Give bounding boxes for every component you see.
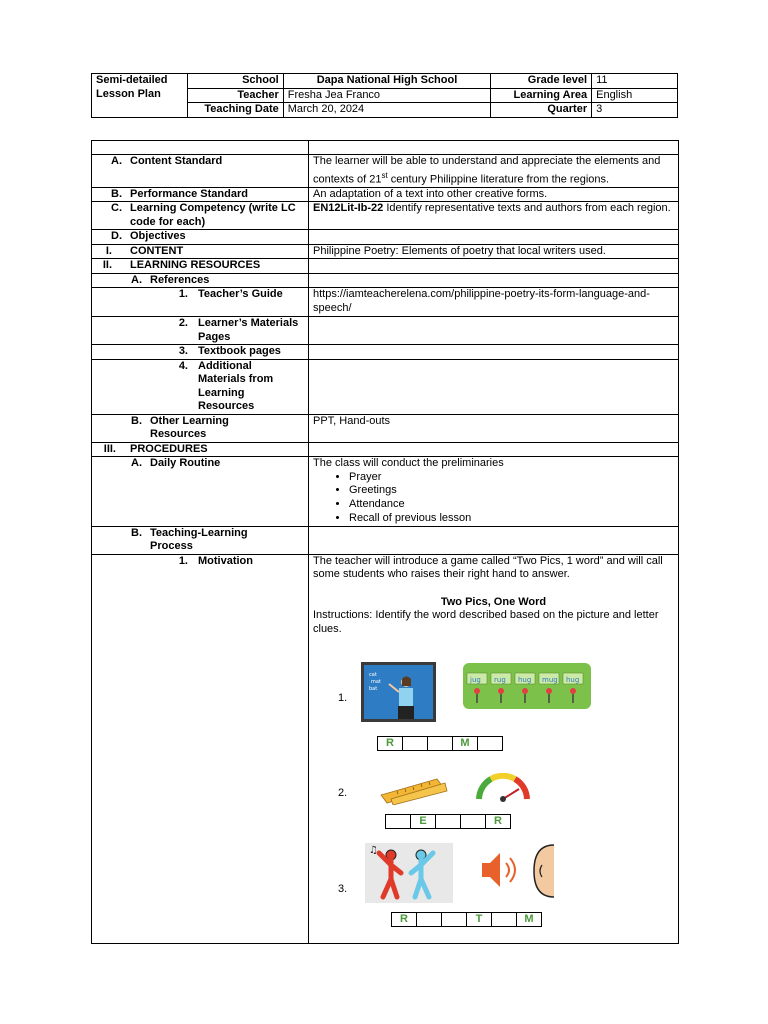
table-row: A. Content Standard The learner will be able to understand and appreciate the elements and contexts of 21st century Philippine literature from the regions. xyxy=(92,155,679,188)
list-item: • Recall of previous lesson xyxy=(349,512,674,526)
pic-word: hug xyxy=(518,675,532,684)
pic-word: mug xyxy=(542,675,558,684)
board-word: bat xyxy=(369,685,378,692)
letter-box[interactable] xyxy=(435,814,461,829)
procedures-label: PROCEDURES xyxy=(130,442,208,455)
grade-value: 11 xyxy=(592,74,678,89)
list-item: • Prayer xyxy=(349,471,674,485)
sound-ear-picture xyxy=(476,843,556,899)
gauge-meter-picture xyxy=(473,773,533,803)
letter-box[interactable] xyxy=(460,814,486,829)
references-label: References xyxy=(150,273,210,286)
q1-letter-boxes xyxy=(378,736,503,751)
area-label: Learning Area xyxy=(491,88,592,103)
measuring-tape-picture xyxy=(377,773,449,805)
table-row: D. Objectives xyxy=(92,230,679,245)
table-row: B. Teaching-Learning Process xyxy=(92,526,679,554)
children-hugging-picture xyxy=(463,663,591,709)
table-row: C. Learning Competency (write LC code for each) EN12Lit-Ib-22 Identify representative texts and authors from each region. xyxy=(92,202,679,230)
table-row: A. References xyxy=(92,273,679,288)
letter-box[interactable] xyxy=(441,912,467,927)
table-row: 2. Learner’s Materials Pages xyxy=(92,317,679,345)
table-row: I. CONTENT Philippine Poetry: Elements of poetry that local writers used. xyxy=(92,244,679,259)
other-resources-value: PPT, Hand-outs xyxy=(309,414,679,442)
performance-standard-label: Performance Standard xyxy=(130,187,248,200)
letter-box[interactable] xyxy=(477,736,503,751)
letter-box[interactable]: R xyxy=(377,736,403,751)
area-value: English xyxy=(592,88,678,103)
content-label: CONTENT xyxy=(130,244,184,257)
list-item: • Greetings xyxy=(349,484,674,498)
teaching-process-label: Teaching-Learning Process xyxy=(150,526,248,553)
letter-box[interactable]: M xyxy=(452,736,478,751)
letter-box[interactable]: R xyxy=(485,814,511,829)
teachers-guide-label: Teacher’s Guide xyxy=(198,288,283,301)
textbook-label: Textbook pages xyxy=(198,345,281,358)
content-standard-label: Content Standard xyxy=(130,155,223,167)
table-row: II. LEARNING RESOURCES xyxy=(92,259,679,274)
pic-word: jug xyxy=(470,675,481,684)
school-value: Dapa National High School xyxy=(283,74,491,89)
learners-materials-label: Learner’s Materials Pages xyxy=(198,317,299,343)
date-label: Teaching Date xyxy=(187,103,283,118)
question-number: 3. xyxy=(338,882,348,895)
table-row: 3. Textbook pages xyxy=(92,345,679,360)
other-resources-label: Other Learning Resources xyxy=(150,414,229,441)
question-number: 1. xyxy=(338,691,348,704)
objectives-label: Objectives xyxy=(130,230,186,243)
routine-list xyxy=(313,471,674,526)
performance-standard-value: An adaptation of a text into other creative forms. xyxy=(309,187,679,202)
quarter-label: Quarter xyxy=(491,103,592,118)
motivation-content xyxy=(313,555,674,943)
grade-label: Grade level xyxy=(491,74,592,89)
question-number: 2. xyxy=(338,786,348,799)
header-table xyxy=(91,73,678,118)
table-row: 1. Motivation The teacher will introduce a game called “Two Pics, 1 word” and will call some students who raises their right hand to answer. Two Pics, One Word Instructions: Identify the word described based on the picture and letter clues. 1. cat mat bat jug rug hug mug hug R M 2. E R 3. ♫ R T M xyxy=(92,554,679,943)
teacher-label: Teacher xyxy=(187,88,283,103)
dancing-people-picture xyxy=(365,843,453,903)
teachers-guide-link[interactable]: https://iamteacherelena.com/philippine-poetry-its-form-language-and-speech/ xyxy=(309,288,679,317)
content-value: Philippine Poetry: Elements of poetry that local writers used. xyxy=(309,244,679,259)
q2-letter-boxes xyxy=(386,814,511,829)
quarter-value: 3 xyxy=(592,103,678,118)
learning-competency-label: Learning Competency (write LC code for each) xyxy=(130,202,296,228)
table-row: III. PROCEDURES xyxy=(92,442,679,457)
letter-box[interactable] xyxy=(416,912,442,927)
list-item: • Attendance xyxy=(349,498,674,512)
content-standard-value: The learner will be able to understand and appreciate the elements and contexts of 21st century Philippine literature from the regions. xyxy=(309,155,679,188)
svg-text:♫: ♫ xyxy=(369,844,378,856)
school-label: School xyxy=(187,74,283,89)
teacher-chalkboard-picture xyxy=(361,662,436,722)
table-row: B. Performance Standard An adaptation of a text into other creative forms. xyxy=(92,187,679,202)
letter-box[interactable] xyxy=(402,736,428,751)
pic-word: hug xyxy=(566,675,580,684)
additional-materials-label: Additional Materials from Learning Resources xyxy=(198,359,274,413)
letter-box[interactable]: E xyxy=(410,814,436,829)
motivation-label: Motivation xyxy=(198,554,253,567)
teacher-value: Fresha Jea Franco xyxy=(283,88,491,103)
board-word: mat xyxy=(371,678,381,685)
letter-box[interactable]: R xyxy=(391,912,417,927)
daily-routine-value: The class will conduct the preliminaries • Prayer • Greetings • Attendance • Recall of previous lesson xyxy=(309,457,679,527)
game-title: Two Pics, One Word xyxy=(440,595,547,608)
table-row: A. Daily Routine The class will conduct the preliminaries • Prayer • Greetings • Attendance • Recall of previous lesson xyxy=(92,457,679,527)
date-value: March 20, 2024 xyxy=(283,103,491,118)
q3-letter-boxes xyxy=(392,912,542,927)
table-row: 4. Additional Materials from Learning Resources xyxy=(92,359,679,414)
table-row: 1. Teacher’s Guide https://iamteacherelena.com/philippine-poetry-its-form-language-and-speech/ xyxy=(92,288,679,317)
table-row: B. Other Learning Resources PPT, Hand-outs xyxy=(92,414,679,442)
letter-box[interactable]: T xyxy=(466,912,492,927)
learning-resources-label: LEARNING RESOURCES xyxy=(130,259,261,272)
daily-routine-label: Daily Routine xyxy=(150,457,221,470)
letter-box[interactable] xyxy=(427,736,453,751)
plan-label: Semi-detailed Lesson Plan xyxy=(92,74,188,118)
game-instructions: Instructions: Identify the word described based on the picture and letter clues. xyxy=(313,609,659,635)
pic-word: rug xyxy=(494,675,506,684)
procedures-table xyxy=(91,140,679,944)
learning-competency-value: EN12Lit-Ib-22 Identify representative texts and authors from each region. xyxy=(309,202,679,230)
letter-box[interactable]: M xyxy=(516,912,542,927)
board-word: cat xyxy=(369,671,377,678)
letter-box[interactable] xyxy=(385,814,411,829)
motivation-intro: The teacher will introduce a game called “Two Pics, 1 word” and will call some students who raises their right hand to answer. xyxy=(313,554,663,581)
letter-box[interactable] xyxy=(491,912,517,927)
